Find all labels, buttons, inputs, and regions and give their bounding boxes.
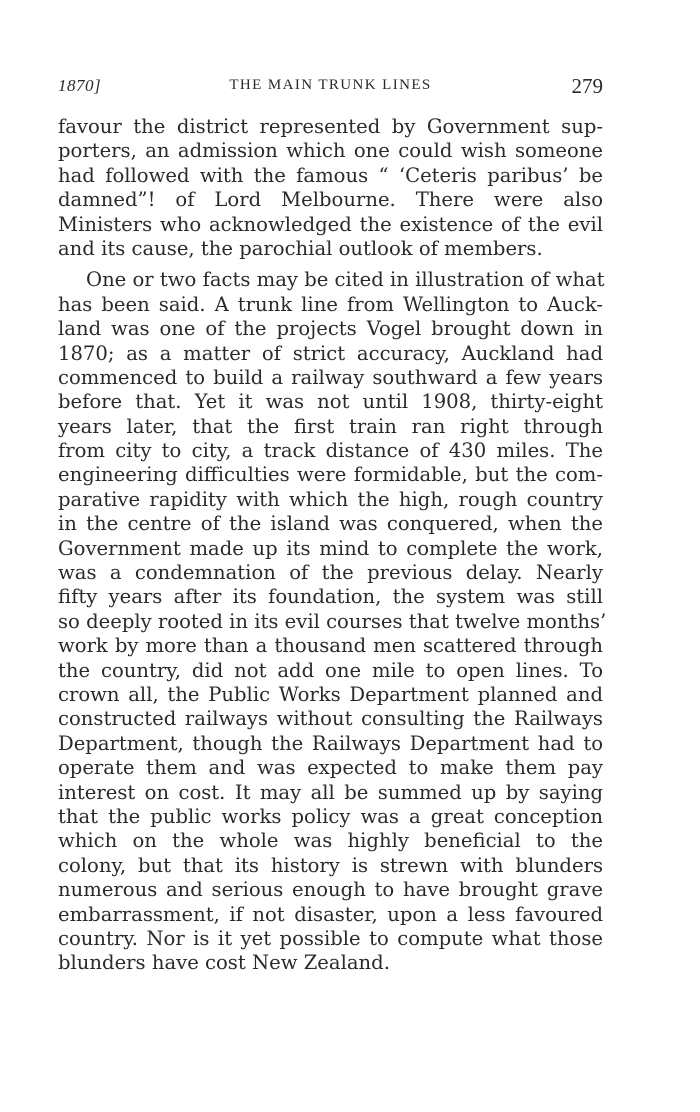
text-line: work by more than a thousand men scattered through — [58, 634, 603, 658]
text-line: so deeply rooted in its evil courses that twelve months’ — [58, 609, 607, 633]
text-line: and its cause, the parochial outlook of members. — [58, 236, 543, 260]
text-line: which on the whole was highly beneficial to the — [58, 829, 603, 853]
paragraph-2 — [58, 268, 607, 975]
text-line: crown all, the Public Works Department planned and — [58, 682, 603, 706]
text-line: has been said. A trunk line from Wellington to Auck- — [58, 292, 603, 316]
page-number: 279 — [571, 74, 603, 98]
text-line: engineering difficulties were formidable, but the com- — [58, 463, 603, 487]
text-line: land was one of the projects Vogel brought down in — [58, 317, 603, 341]
text-line: Government made up its mind to complete the work, — [58, 536, 603, 560]
text-line: porters, an admission which one could wish someone — [58, 139, 603, 163]
text-line: constructed railways without consulting the Railways — [58, 707, 603, 731]
text-line: favour the district represented by Government sup- — [58, 115, 603, 138]
text-line: the country, did not add one mile to open lines. To — [58, 658, 603, 682]
text-line: fifty years after its foundation, the system was still — [58, 585, 603, 609]
text-line: damned”! of Lord Melbourne. There were also — [58, 188, 603, 212]
text-line: Ministers who acknowledged the existence of the evil — [58, 212, 603, 236]
text-line: numerous and serious enough to have brought grave — [58, 878, 603, 902]
text-line: operate them and was expected to make them pay — [58, 756, 603, 780]
body-text — [58, 115, 607, 976]
text-line: in the centre of the island was conquered, when the — [58, 512, 603, 536]
text-line: commenced to build a railway southward a few years — [58, 365, 603, 389]
text-line: 1870; as a matter of strict accuracy, Auckland had — [58, 341, 603, 365]
text-line: country. Nor is it yet possible to compute what those — [58, 926, 603, 950]
text-line: colony, but that its history is strewn with blunders — [58, 853, 603, 877]
text-line: One or two facts may be cited in illustration of what — [86, 268, 605, 292]
text-line: had followed with the famous “ ‘Ceteris paribus’ be — [58, 163, 603, 187]
text-line: was a condemnation of the previous delay. Nearly — [58, 561, 603, 585]
text-line: interest on cost. It may all be summed up by saying — [58, 780, 603, 804]
text-line: Department, though the Railways Department had to — [58, 731, 603, 755]
paragraph-gap — [58, 261, 603, 268]
text-line: embarrassment, if not disaster, upon a less favoured — [58, 902, 603, 926]
text-line: parative rapidity with which the high, rough country — [58, 487, 603, 511]
header-title: THE MAIN TRUNK LINES — [229, 77, 432, 93]
text-line: before that. Yet it was not until 1908, thirty-eight — [58, 390, 603, 414]
text-line: blunders have cost New Zealand. — [58, 951, 390, 975]
paragraph-1 — [58, 115, 603, 261]
running-head — [58, 74, 603, 100]
text-line: years later, that the first train ran right through — [58, 414, 603, 438]
text-line: from city to city, a track distance of 430 miles. The — [58, 439, 603, 463]
text-line: that the public works policy was a great conception — [58, 804, 603, 828]
header-year: 1870] — [58, 76, 102, 95]
